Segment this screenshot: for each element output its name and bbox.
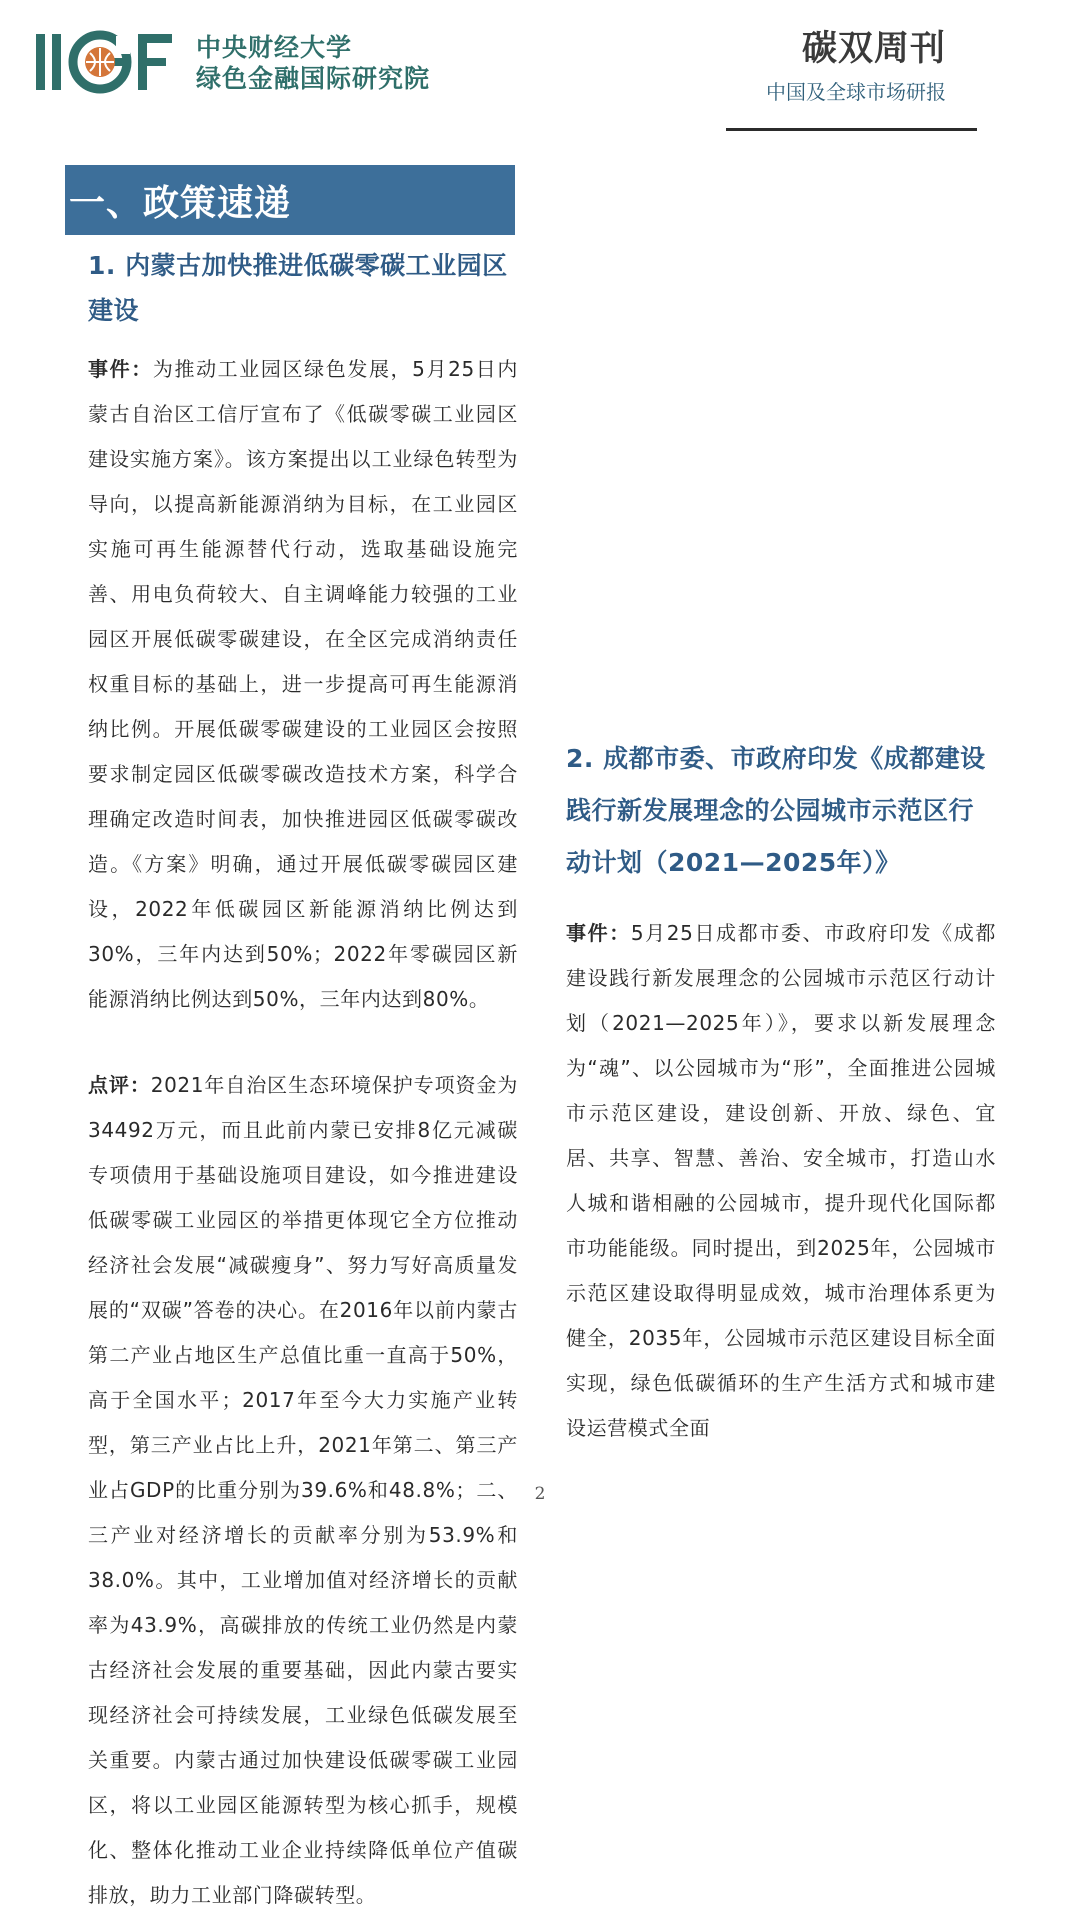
publication-brand (726, 24, 976, 110)
article1-comment-text: 2021年自治区生态环境保护专项资金为34492万元，而且此前内蒙已安排8亿元减碳专项债用于基础设施项目建设，如今推进建设低碳零碳工业园区的举措更体现它全方位推动经济社会发展“减碳瘦身”、努力写好高质量发展的“双碳”答卷的决心。在2016年以前内蒙古第二产业占地区生产总值比重一直高于50%，高于全国水平；2017年至今大力实施产业转型，第三产业占比上升，2021年第二、第三产业占GDP的比重分别为39.6%和48.8%；二、三产业对经济增长的贡献率分别为53.9%和38.0%。其中，工业增加值对经济增长的贡献率为43.9%，高碳排放的传统工业仍然是内蒙古经济社会发展的重要基础，因此内蒙古要实现经济社会可持续发展，工业绿色低碳发展至关重要。内蒙古通过加快建设低碳零碳工业园区，将以工业园区能源转型为核心抓手，规模化、整体化推动工业企业持续降低单位产值碳排放，助力工业部门降碳转型。 (88, 1073, 518, 1907)
article1-event-text: 为推动工业园区绿色发展，5月25日内蒙古自治区工信厅宣布了《低碳零碳工业园区建设实施方案》。该方案提出以工业绿色转型为导向，以提高新能源消纳为目标，在工业园区实施可再生能源替代行动，选取基础设施完善、用电负荷较大、自主调峰能力较强的工业园区开展低碳零碳建设，在全区完成消纳责任权重目标的基础上，进一步提高可再生能源消纳比例。开展低碳零碳建设的工业园区会按照要求制定园区低碳零碳改造技术方案，科学合理确定改造时间表，加快推进园区低碳零碳改造。《方案》明确，通过开展低碳零碳园区建设，2022年低碳园区新能源消纳比例达到30%，三年内达到50%；2022年零碳园区新能源消纳比例达到50%，三年内达到80%。 (88, 357, 518, 1011)
iigf-logo (34, 30, 176, 94)
event-label: 事件： (566, 921, 631, 945)
left-column (88, 243, 518, 1022)
section-banner (65, 165, 515, 235)
institution-line1: 中央财经大学 (196, 33, 353, 62)
page-header (0, 0, 1080, 140)
article1-event (88, 347, 518, 1022)
page-number: 2 (534, 1484, 546, 1504)
article1-comment-block (88, 1063, 518, 1907)
comment-label: 点评： (88, 1073, 151, 1097)
publication-subtitle: 中国及全球市场研报 (766, 80, 946, 104)
article2-event (566, 911, 996, 1451)
publication-title: 碳双周刊 (801, 29, 946, 69)
event-label: 事件： (88, 357, 153, 381)
header-divider (726, 128, 977, 131)
right-column (566, 733, 996, 1451)
institution-line2: 绿色金融国际研究院 (196, 64, 431, 93)
article2-heading: 2. 成都市委、市政府印发《成都建设践行新发展理念的公园城市示范区行动计划（2021—2025年）》 (566, 744, 986, 877)
institution-name (196, 32, 430, 94)
article2-event-text: 5月25日成都市委、市政府印发《成都建设践行新发展理念的公园城市示范区行动计划（2021—2025年）》，要求以新发展理念为“魂”、以公园城市为“形”，全面推进公园城市示范区建设，建设创新、开放、绿色、宜居、共享、智慧、善治、安全城市，打造山水人城和谐相融的公园城市，提升现代化国际都市功能能级。同时提出，到2025年，公园城市示范区建设取得明显成效，城市治理体系更为健全，2035年，公园城市示范区建设目标全面实现，绿色低碳循环的生产生活方式和城市建设运营模式全面 (566, 921, 996, 1440)
article1-heading: 1. 内蒙古加快推进低碳零碳工业园区建设 (88, 251, 508, 325)
section-title: 一、政策速递 (69, 183, 292, 224)
